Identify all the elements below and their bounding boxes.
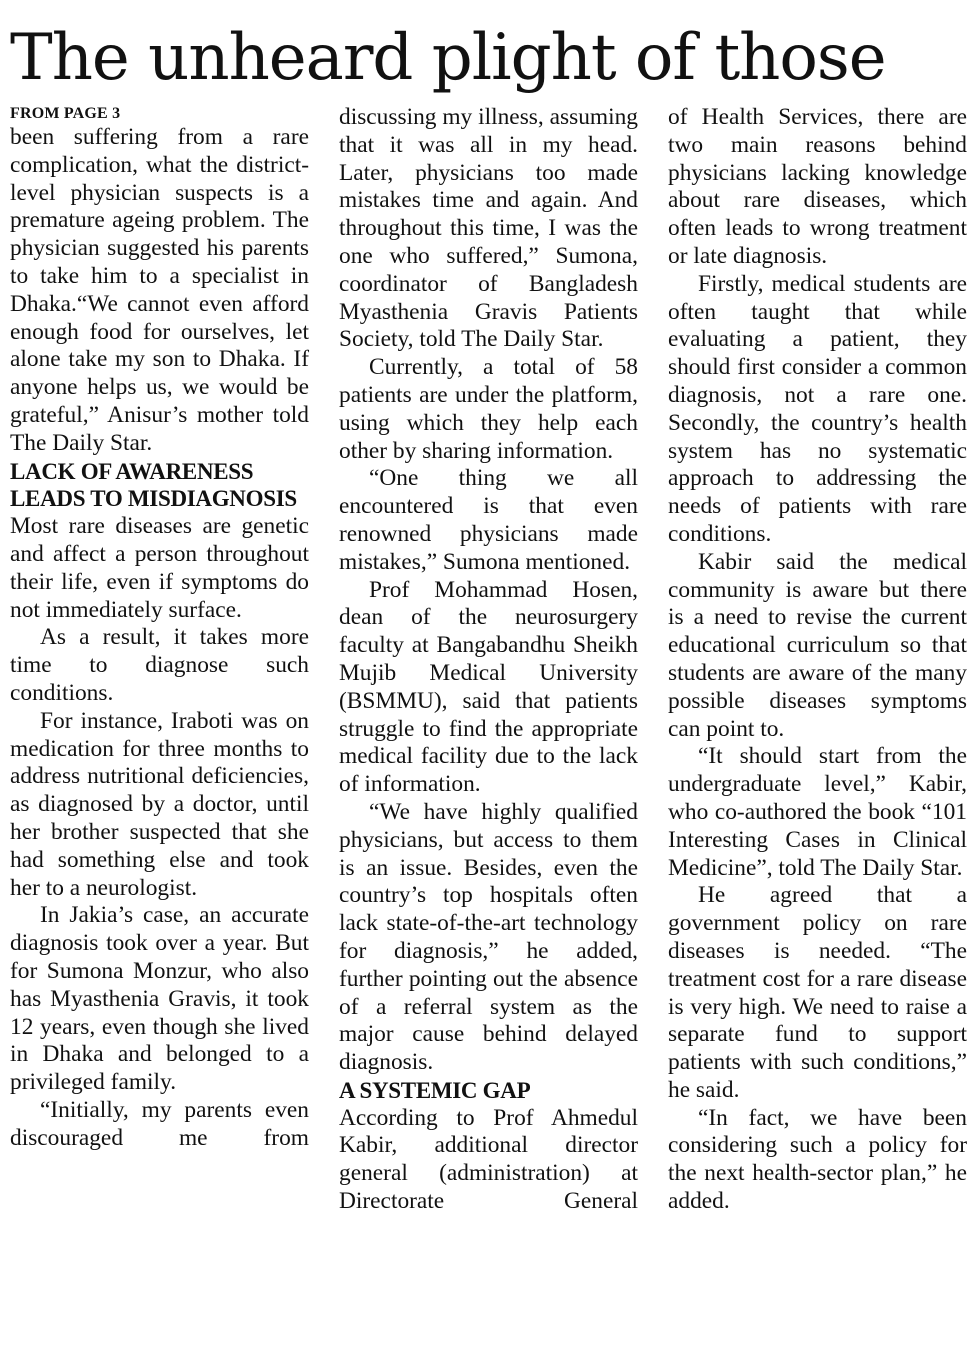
article-column-3 xyxy=(668,104,967,1216)
section-subhead: LACK OF AWARENESS LEADS TO MISDIAGNOSIS xyxy=(10,458,297,512)
paragraph: For instance, Iraboti was on medication for three months to address nutritional deficiencies, as diagnosed by a doctor, until her brother suspected that she had something else and took her to a neurologist. xyxy=(10,707,309,901)
paragraph: “It should start from the undergraduate level,” Kabir, who co-authored the book “101 Interesting Cases in Clinical Medicine”, told The Daily Star. xyxy=(668,743,967,881)
paragraph: As a result, it takes more time to diagnose such conditions. xyxy=(10,624,309,706)
paragraph: According to Prof Ahmedul Kabir, additional director general (administration) at Directorate General xyxy=(339,1104,638,1215)
paragraph: of Health Services, there are two main reasons behind physicians lacking knowledge about rare diseases, which often leads to wrong treatment or late diagnosis. xyxy=(668,104,967,269)
paragraph: discussing my illness, assuming that it was all in my head. Later, physicians too made mistakes time and again. And throughout this time, I was the one who suffered,” Sumona, coordinator of Bangladesh Myasthenia Gravis Patients Society, told The Daily Star. xyxy=(339,104,638,353)
article-column-2 xyxy=(339,104,638,1216)
article-column-1 xyxy=(10,104,309,1152)
paragraph: “We have highly qualified physicians, but access to them is an issue. Besides, even the country’s top hospitals often lack state-of-the-art technology for diagnosis,” he added, further pointing out the absence of a referral system as the major cause behind delayed diagnosis. xyxy=(339,798,638,1076)
paragraph: In Jakia’s case, an accurate diagnosis took over a year. But for Sumona Monzur, who also has Myasthenia Gravis, it took 12 years, even though she lived in Dhaka and belonged to a privileged family. xyxy=(10,902,309,1096)
paragraph: Prof Mohammad Hosen, dean of the neurosurgery faculty at Bangabandhu Sheikh Mujib Medical University (BSMMU), said that patients struggle to find the appropriate medical facility due to the lack of information. xyxy=(339,576,638,798)
paragraph: “One thing we all encountered is that even renowned physicians made mistakes,” Sumona mentioned. xyxy=(339,465,638,575)
paragraph: Firstly, medical students are often taught that while evaluating a patient, they should first consider a common diagnosis, not a rare one. Secondly, the country’s health system has no systematic approach to addressing the needs of patients with rare conditions. xyxy=(668,270,967,547)
section-subhead: A SYSTEMIC GAP xyxy=(339,1077,531,1103)
paragraph: Kabir said the medical community is aware but there is a need to revise the current educational curriculum so that students are aware of the many possible diseases symptoms can point to. xyxy=(668,548,967,742)
paragraph: Currently, a total of 58 patients are under the platform, using which they help each other by sharing information. xyxy=(339,354,638,464)
paragraph: been suffering from a rare complication, what the district-level physician suspects is a premature ageing problem. The physician suggested his parents to take him to a specialist in Dhaka.“We cannot even afford enough food for ourselves, let alone take my son to Dhaka. If anyone helps us, we would be grateful,” Anisur’s mother told The Daily Star. xyxy=(10,124,309,456)
continuation-kicker: FROM PAGE 3 xyxy=(10,105,121,122)
article-headline: The unheard plight of those xyxy=(10,21,886,95)
paragraph: “Initially, my parents even discouraged me from xyxy=(10,1096,309,1151)
paragraph: “In fact, we have been considering such a policy for the next health-sector plan,” he added. xyxy=(668,1104,967,1215)
paragraph: He agreed that a government policy on rare diseases is needed. “The treatment cost for a rare disease is very high. We need to raise a separate fund to support patients with such conditions,” he said. xyxy=(668,882,967,1103)
paragraph: Most rare diseases are genetic and affect a person throughout their life, even if symptoms do not immediately surface. xyxy=(10,513,309,623)
